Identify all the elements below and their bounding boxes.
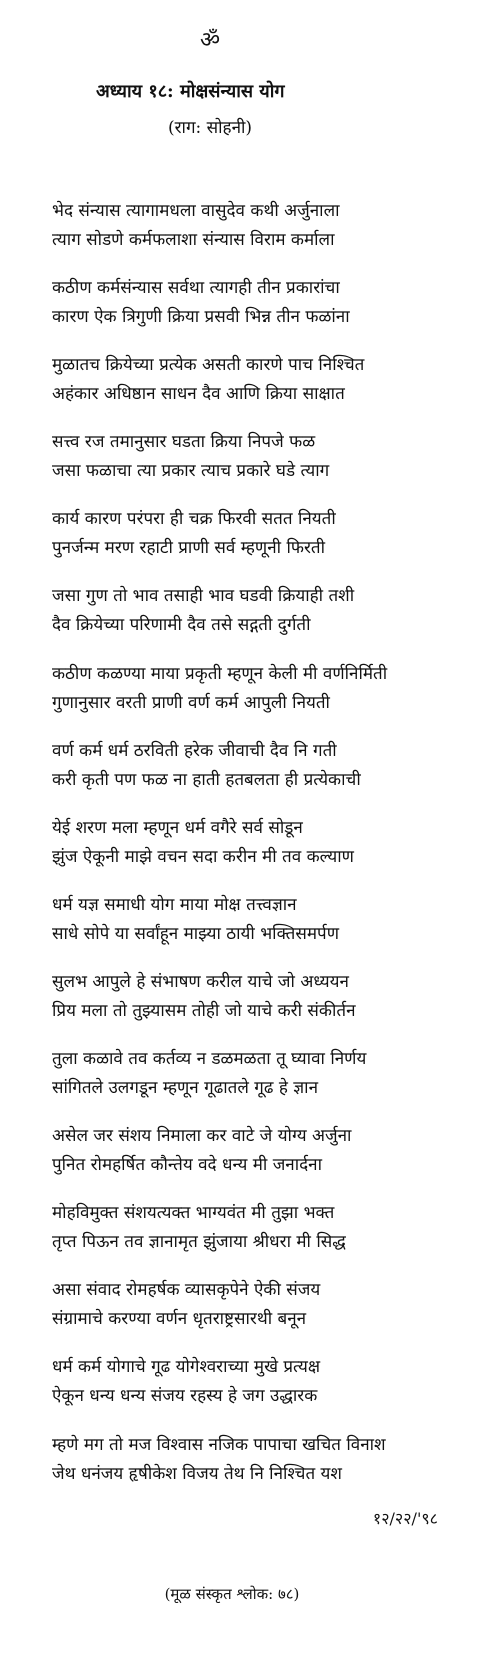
verse-line: कठीण कळण्या माया प्रकृती म्हणून केली मी वर्णनिर्मिती bbox=[52, 663, 388, 684]
stanza bbox=[52, 274, 492, 351]
stanza bbox=[52, 1276, 492, 1353]
verse-line: जेथ धनंजय हृषीकेश विजय तेथ नि निश्चित यश bbox=[52, 1463, 342, 1484]
verse-line: तुला कळावे तव कर्तव्य न डळमळता तू घ्यावा निर्णय bbox=[52, 1049, 367, 1070]
shloka-count-note: (मूळ संस्कृत श्लोक: ७८) bbox=[164, 1585, 300, 1603]
stanza bbox=[52, 428, 492, 505]
verse-line: मुळातच क्रियेच्या प्रत्येक असती कारणे पाच निश्चित bbox=[52, 355, 365, 376]
verse-line: येई शरण मला म्हणून धर्म वगैरे सर्व सोडून bbox=[52, 817, 303, 838]
verse-line: जसा गुण तो भाव तसाही भाव घडवी क्रियाही तशी bbox=[52, 586, 355, 607]
verse-line: प्रिय मला तो तुझ्यासम तोही जो याचे करी संकीर्तन bbox=[52, 1000, 356, 1021]
om-symbol: ॐ bbox=[199, 28, 221, 53]
stanza bbox=[52, 891, 492, 968]
verse-line: कारण ऐक त्रिगुणी क्रिया प्रसवी भिन्न तीन फळांना bbox=[52, 307, 350, 328]
verse-line: मोहविमुक्त संशयत्यक्त भाग्यवंत मी तुझा भक्त bbox=[52, 1203, 335, 1224]
verse-line: झुंज ऐकूनी माझे वचन सदा करीन मी तव कल्याण bbox=[52, 846, 354, 867]
verse-line: कार्य कारण परंपरा ही चक्र फिरवी सतत नियती bbox=[52, 509, 336, 530]
stanza bbox=[52, 737, 492, 814]
stanza bbox=[52, 1431, 492, 1508]
verse-line: म्हणे मग तो मज विश्वास नजिक पापाचा खचित विनाश bbox=[52, 1434, 386, 1455]
verse-line: भेद संन्यास त्यागामधला वासुदेव कथी अर्जुनाला bbox=[52, 201, 340, 221]
stanza bbox=[52, 814, 492, 891]
verse-line: पुनित रोमहर्षित कौन्तेय वदे धन्य मी जनार्दना bbox=[52, 1155, 323, 1176]
verse-line: दैव क्रियेच्या परिणामी दैव तसे सद्गती दुर्गती bbox=[52, 615, 311, 636]
poem-date: १२/२२/'९८ bbox=[372, 1509, 438, 1528]
verse-line: वर्ण कर्म धर्म ठरविती हरेक जीवाची दैव नि गती bbox=[52, 740, 337, 761]
verse-line: धर्म कर्म योगाचे गूढ योगेश्वराच्या मुखे प्रत्यक्ष bbox=[52, 1357, 321, 1378]
verse-line: असा संवाद रोमहर्षक व्यासकृपेने ऐकी संजय bbox=[52, 1280, 321, 1301]
stanza bbox=[52, 968, 492, 1045]
verse-line: कठीण कर्मसंन्यास सर्वथा त्यागही तीन प्रकारांचा bbox=[52, 278, 340, 299]
stanza bbox=[52, 1122, 492, 1199]
verse-line: तृप्त पिऊन तव ज्ञानामृत झुंजाया श्रीधरा मी सिद्ध bbox=[52, 1232, 346, 1253]
verse-line: सुलभ आपुले हे संभाषण करील याचे जो अध्ययन bbox=[52, 971, 349, 992]
verse-line: पुनर्जन्म मरण रहाटी प्राणी सर्व म्हणूनी फिरती bbox=[52, 538, 326, 559]
stanza bbox=[52, 1199, 492, 1276]
verse-line: करी कृती पण फळ ना हाती हतबलता ही प्रत्येकाची bbox=[52, 769, 361, 790]
raga-label: (राग: सोहनी) bbox=[167, 118, 253, 138]
stanza bbox=[52, 660, 492, 737]
verse-line: धर्म यज्ञ समाधी योग माया मोक्ष तत्त्वज्ञान bbox=[52, 894, 297, 915]
stanza-list bbox=[52, 197, 492, 1508]
stanza bbox=[52, 1045, 492, 1122]
verse-line: सत्त्व रज तमानुसार घडता क्रिया निपजे फळ bbox=[52, 432, 316, 453]
stanza bbox=[52, 1353, 492, 1430]
verse-line: सांगितले उलगडून म्हणून गूढातले गूढ हे ज्ञान bbox=[52, 1078, 319, 1099]
chapter-title: अध्याय १८: मोक्षसंन्यास योग bbox=[96, 81, 285, 102]
verse-line: साधे सोपे या सर्वांहून माझ्या ठायी भक्तिसमर्पण bbox=[52, 923, 339, 944]
verse-line: संग्रामाचे करण्या वर्णन धृतराष्ट्रसारथी बनून bbox=[52, 1309, 307, 1330]
stanza bbox=[52, 351, 492, 428]
stanza bbox=[52, 582, 492, 659]
verse-line: अहंकार अधिष्ठान साधन दैव आणि क्रिया साक्षात bbox=[52, 384, 345, 405]
verse-line: ऐकून धन्य धन्य संजय रहस्य हे जग उद्धारक bbox=[52, 1386, 318, 1407]
stanza bbox=[52, 505, 492, 582]
verse-line: जसा फळाचा त्या प्रकार त्याच प्रकारे घडे त्याग bbox=[52, 461, 330, 482]
verse-line: त्याग सोडणे कर्मफलाशा संन्यास विराम कर्माला bbox=[52, 230, 335, 250]
stanza bbox=[52, 197, 492, 274]
verse-line: गुणानुसार वरती प्राणी वर्ण कर्म आपुली नियती bbox=[52, 692, 330, 713]
verse-line: असेल जर संशय निमाला कर वाटे जे योग्य अर्जुना bbox=[52, 1126, 352, 1147]
